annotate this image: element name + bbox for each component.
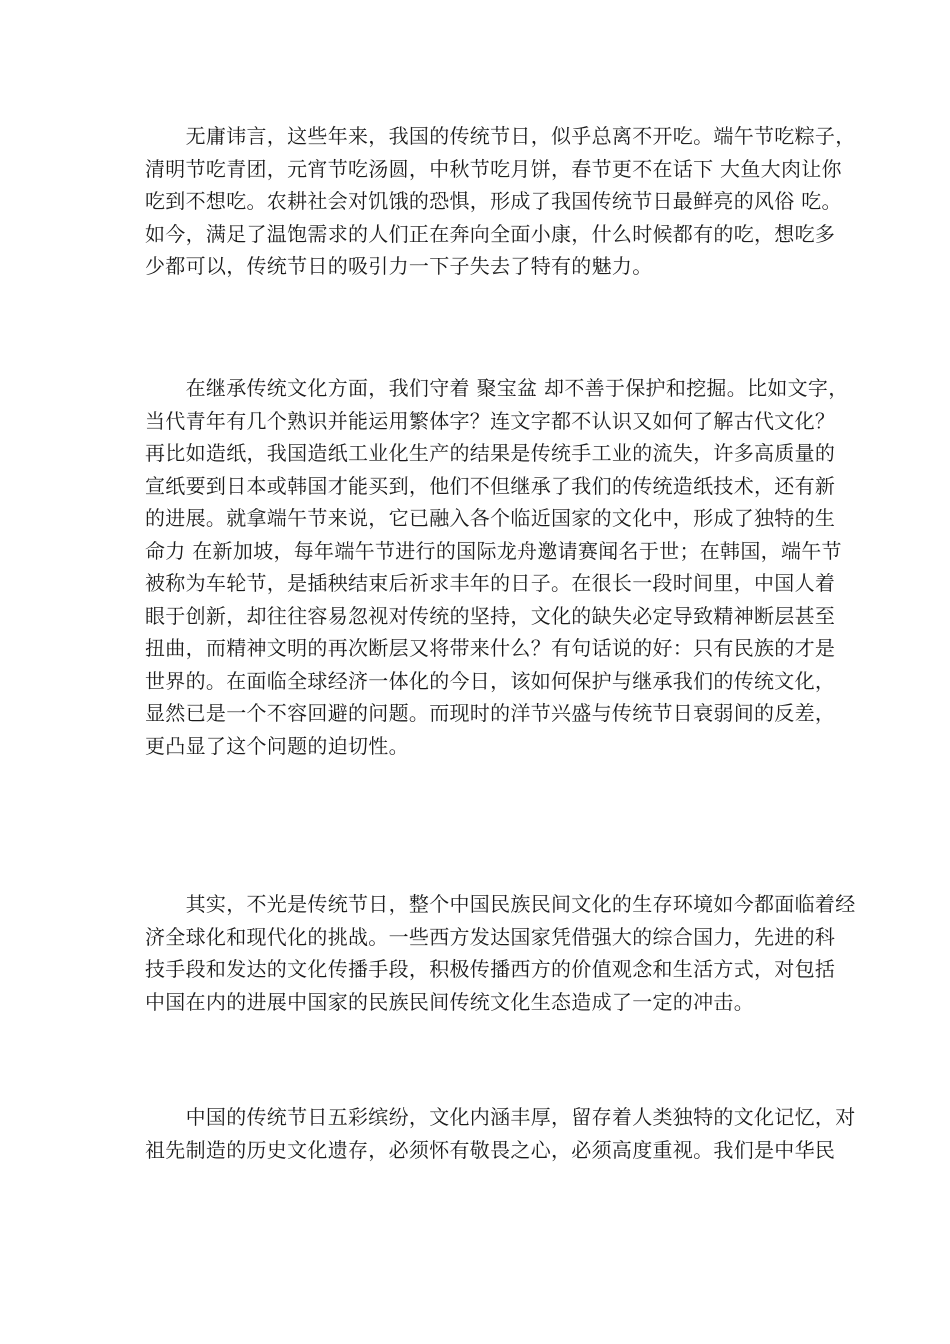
paragraph-globalization-challenge	[145, 888, 856, 1018]
text-line: 更凸显了这个问题的迫切性。	[145, 733, 409, 758]
text-line: 被称为车轮节，是插秧结束后祈求丰年的日子。在很长一段时间里，中国人着	[145, 571, 836, 595]
paragraph-food-festivals	[145, 120, 856, 283]
text-line: 显然已是一个不容回避的问题。而现时的洋节兴盛与传统节日衰弱间的反差，	[145, 701, 836, 725]
paragraph-festival-heritage	[145, 1101, 856, 1166]
text-line: 的进展。就拿端午节来说，它已融入各个临近国家的文化中，形成了独特的生	[145, 506, 836, 530]
text-line: 吃到不想吃。农耕社会对饥饿的恐惧，形成了我国传统节日最鲜亮的风俗 吃。	[145, 189, 842, 213]
text-line: 眼于创新，却往往容易忽视对传统的坚持，文化的缺失必定导致精神断层甚至	[145, 603, 836, 628]
text-line: 济全球化和现代化的挑战。一些西方发达国家凭借强大的综合国力，先进的科	[145, 924, 836, 949]
text-line: 中国在内的进展中国家的民族民间传统文化生态造成了一定的冲击。	[145, 989, 754, 1014]
text-line: 清明节吃青团，元宵节吃汤圆，中秋节吃月饼，春节更不在话下 大鱼大肉让你	[145, 156, 842, 181]
text-line: 再比如造纸，我国造纸工业化生产的结果是传统手工业的流失，许多高质量的	[145, 441, 836, 465]
text-line: 宣纸要到日本或韩国才能买到，他们不但继承了我们的传统造纸技术，还有新	[145, 473, 836, 498]
text-line: 少都可以，传统节日的吸引力一下子失去了特有的魅力。	[145, 254, 653, 278]
text-line: 技手段和发达的文化传播手段，积极传播西方的价值观念和生活方式，对包括	[145, 957, 836, 981]
text-line: 世界的。在面临全球经济一体化的今日，该如何保护与继承我们的传统文化，	[145, 668, 836, 693]
text-line: 在继承传统文化方面，我们守着 聚宝盆 却不善于保护和挖掘。比如文字，	[145, 376, 849, 400]
text-line: 中国的传统节日五彩缤纷，文化内涵丰厚，留存着人类独特的文化记忆，对	[145, 1105, 856, 1129]
paragraph-cultural-inheritance	[145, 372, 849, 762]
text-line: 当代青年有几个熟识并能运用繁体字？连文字都不认识又如何了解古代文化？	[145, 408, 836, 433]
text-line: 无庸讳言，这些年来，我国的传统节日，似乎总离不开吃。端午节吃粽子，	[145, 124, 856, 148]
text-line: 如今，满足了温饱需求的人们正在奔向全面小康，什么时候都有的吃，想吃多	[145, 221, 836, 246]
text-line: 祖先制造的历史文化遗存，必须怀有敬畏之心，必须高度重视。我们是中华民	[145, 1137, 836, 1162]
text-line: 命力 在新加坡，每年端午节进行的国际龙舟邀请赛闻名于世；在韩国，端午节	[145, 538, 842, 563]
text-line: 其实，不光是传统节日，整个中国民族民间文化的生存环境如今都面临着经	[145, 892, 856, 916]
text-line: 扭曲，而精神文明的再次断层又将带来什么？有句话说的好：只有民族的才是	[145, 636, 836, 660]
